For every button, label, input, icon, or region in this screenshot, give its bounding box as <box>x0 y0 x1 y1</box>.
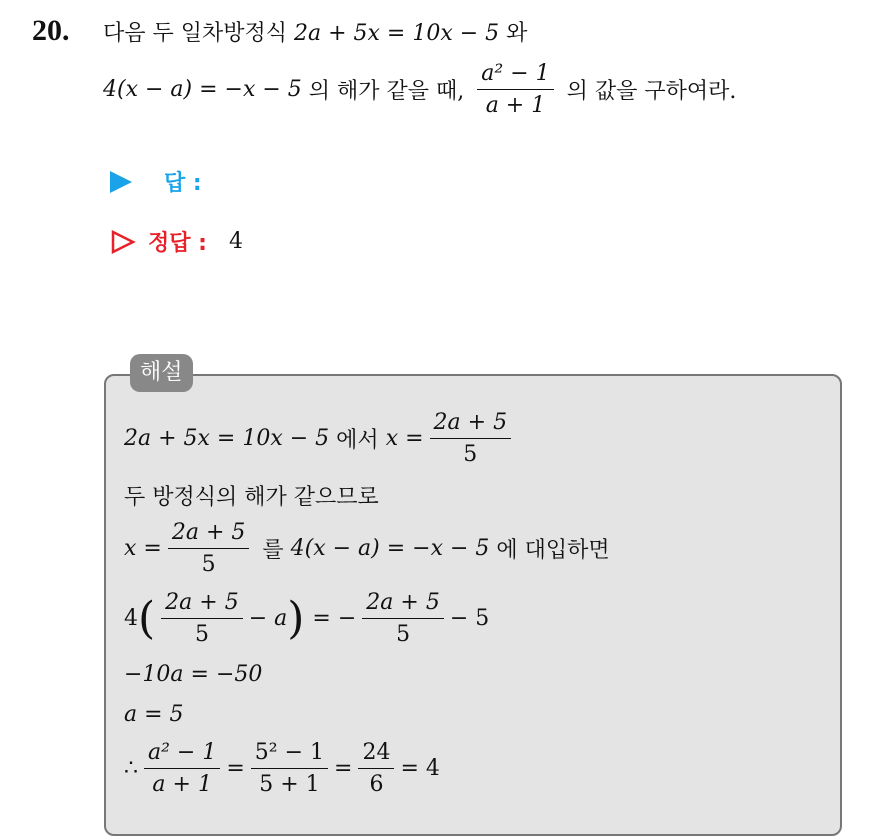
solution-line-7 <box>124 740 440 798</box>
sol-frac3-num: 2a + 5 <box>168 520 250 549</box>
sol-x-eq-1: x = <box>385 426 424 452</box>
play-filled-icon <box>110 171 132 193</box>
equals-sign-2: = <box>334 756 353 782</box>
problem-text-2-end: 의 값을 구하여라. <box>559 79 737 105</box>
sol-fraction-4a <box>161 590 243 648</box>
problem-line-1 <box>103 16 527 47</box>
sol-frac7a-num: a² − 1 <box>144 740 220 769</box>
sol-frac7c-den: 6 <box>369 772 384 798</box>
solution-line-4 <box>124 590 489 648</box>
sol-text-5: −10a = −50 <box>124 662 263 687</box>
equation-1: 2a + 5x = 10x − 5 <box>294 21 500 46</box>
play-outline-icon <box>110 229 136 255</box>
sol-4-minus-a: − a <box>248 606 288 632</box>
sol-text-3-end: 에 대입하면 <box>489 538 610 564</box>
sol-fraction-7a <box>144 740 220 798</box>
sol-text-3: 를 <box>255 538 291 564</box>
sol-frac4b-den: 5 <box>396 622 411 648</box>
equals-sign-1: = <box>226 756 245 782</box>
sol-frac4a-den: 5 <box>194 622 209 648</box>
sol-eq-3: 4(x − a) = −x − 5 <box>290 536 490 562</box>
sol-frac4a-num: 2a + 5 <box>161 590 243 619</box>
problem-text-2: 의 해가 같을 때, <box>301 79 472 105</box>
solution-line-3 <box>124 520 610 578</box>
sol-frac7a-den: a + 1 <box>152 772 212 798</box>
answer-label: 답 : <box>164 171 202 196</box>
sol-4-end: − 5 <box>449 606 490 632</box>
correct-answer-value: 4 <box>228 229 243 254</box>
sol-4-eq: = − <box>312 606 357 632</box>
sol-frac3-den: 5 <box>201 552 216 578</box>
solution-line-2 <box>124 480 379 511</box>
problem-text-1-end: 와 <box>499 21 528 46</box>
sol-fraction-4b <box>362 590 444 648</box>
sol-eq-1: 2a + 5x = 10x − 5 <box>124 426 330 452</box>
fraction-denominator: a + 1 <box>485 93 546 119</box>
correct-answer-label: 정답 : <box>148 231 207 256</box>
equation-2: 4(x − a) = −x − 5 <box>103 77 302 103</box>
sol-fraction-7c <box>358 740 394 798</box>
sol-frac7b-den: 5 + 1 <box>259 772 320 798</box>
sol-text-1: 에서 <box>329 428 386 454</box>
problem-number: 20. <box>32 14 70 47</box>
sol-4-coef: 4 <box>124 606 138 632</box>
problem-line-2 <box>103 61 736 119</box>
sol-x-eq-3: x = <box>124 536 162 562</box>
left-paren: ( <box>138 592 156 644</box>
sol-frac1-den: 5 <box>463 442 478 468</box>
solution-tag: 해설 <box>130 354 193 392</box>
fraction-numerator: a² − 1 <box>477 61 553 90</box>
sol-frac7b-num: 5² − 1 <box>251 740 328 769</box>
sol-frac4b-num: 2a + 5 <box>362 590 444 619</box>
solution-line-5 <box>124 662 262 687</box>
solution-line-1 <box>124 410 517 468</box>
sol-fraction-1 <box>430 410 512 468</box>
right-paren: ) <box>287 592 305 644</box>
sol-frac7c-num: 24 <box>358 740 394 769</box>
sol-fraction-7b <box>251 740 328 798</box>
answer-row <box>110 166 202 197</box>
therefore-symbol: ∴ <box>124 756 138 782</box>
problem-text-1: 다음 두 일차방정식 <box>103 21 294 46</box>
sol-result: = 4 <box>400 756 440 782</box>
sol-text-2: 두 방정식의 해가 같으므로 <box>124 485 379 510</box>
sol-fraction-3 <box>168 520 250 578</box>
sol-text-6: a = 5 <box>124 702 184 727</box>
solution-line-6 <box>124 702 184 727</box>
sol-frac1-num: 2a + 5 <box>430 410 512 439</box>
problem-fraction <box>477 61 553 119</box>
correct-answer-row <box>110 226 243 257</box>
